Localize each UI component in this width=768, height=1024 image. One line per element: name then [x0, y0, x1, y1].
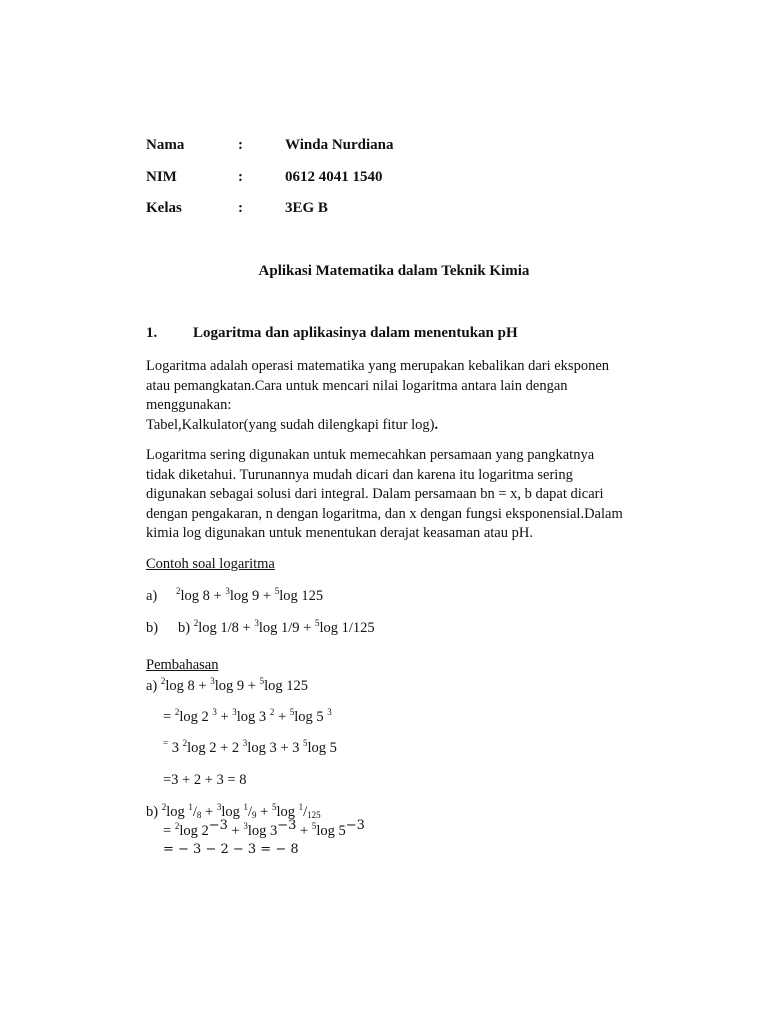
nim-colon: :: [238, 169, 243, 185]
example-heading: Contoh soal logaritma: [146, 556, 275, 572]
paragraph-line: digunakan sebagai solusi dari integral. Dalam persamaan bn = x, b dapat dicari: [146, 486, 604, 503]
problem-b-label: b): [146, 620, 159, 636]
class-value: 3EG B: [285, 200, 328, 216]
solution-heading: Pembahasan: [146, 657, 219, 673]
solution-a-result: =3 + 2 + 3 = 8: [163, 772, 247, 788]
paragraph-line: tidak diketahui. Turunannya mudah dicari dan karena itu logaritma sering: [146, 466, 573, 483]
nim-label: NIM: [146, 169, 177, 185]
paragraph-period: .: [434, 416, 439, 433]
problem-b-expression: b) $^2$log 1/8 + $^3$log 1/9 + $^5$log 1/125: [178, 618, 375, 636]
paragraph-line: atau pemangkatan.Cara untuk mencari nilai logaritma antara lain dengan: [146, 377, 568, 394]
document-title: Aplikasi Matematika dalam Teknik Kimia: [258, 263, 530, 279]
paragraph-logarithm-usage: [146, 446, 666, 544]
solution-b-step-1: = $^2$log $2^{-3} + ^3\log$ $3^{-3} + ^5\log$ $5^{-3}$: [163, 818, 365, 839]
paragraph-text: Tabel,Kalkulator(yang sudah dilengkapi fitur log): [146, 416, 435, 433]
paragraph-line: kimia log digunakan untuk menentukan derajat keasaman atau pH.: [146, 525, 533, 542]
paragraph-line: [146, 416, 666, 436]
name-label: Nama: [146, 137, 185, 153]
class-label: Kelas: [146, 200, 182, 216]
paragraph-line: Logaritma adalah operasi matematika yang merupakan kebalikan dari eksponen: [146, 358, 610, 374]
solution-a-step-2: = 3 $^2$log 2 + 2 $^3$log 3 + 3 $^5$log 5: [163, 738, 337, 756]
paragraph-line: Logaritma sering digunakan untuk memecahkan persamaan yang pangkatnya: [146, 447, 595, 463]
paragraph-line: dengan pengakaran, n dengan logaritma, dan x dengan fungsi eksponensial.Dalam: [146, 505, 623, 522]
problem-a-expression: $^2$log 8 + $^3$log 9 + $^5$log 125: [176, 586, 324, 604]
class-colon: :: [238, 200, 243, 216]
solution-b-expression: b) $^2$log $^1/_8 + ^3\log$ $^1/_9 + ^5\log$ $^1/_{125}$: [146, 802, 321, 820]
paragraph-logarithm-definition: [146, 357, 666, 435]
solution-a-expression: a) $^2$log 8 + $^3$log 9 + $^5$log 125: [146, 676, 308, 694]
paragraph-line: menggunakan:: [146, 397, 232, 414]
name-value: Winda Nurdiana: [285, 137, 394, 153]
solution-a-step-1: = $^2$log 2 $^3$ + $^3$log 3 $^2$ + $^5$log 5 $^3$: [163, 707, 332, 725]
problem-a-label: a): [146, 588, 158, 604]
section-number: 1.: [146, 325, 158, 341]
nim-value: 0612 4041 1540: [285, 169, 383, 185]
section-heading: Logaritma dan aplikasinya dalam menentukan pH: [193, 325, 518, 341]
name-colon: :: [238, 137, 243, 153]
solution-b-result: = − 3 − 2 − 3 = − 8: [163, 842, 299, 857]
